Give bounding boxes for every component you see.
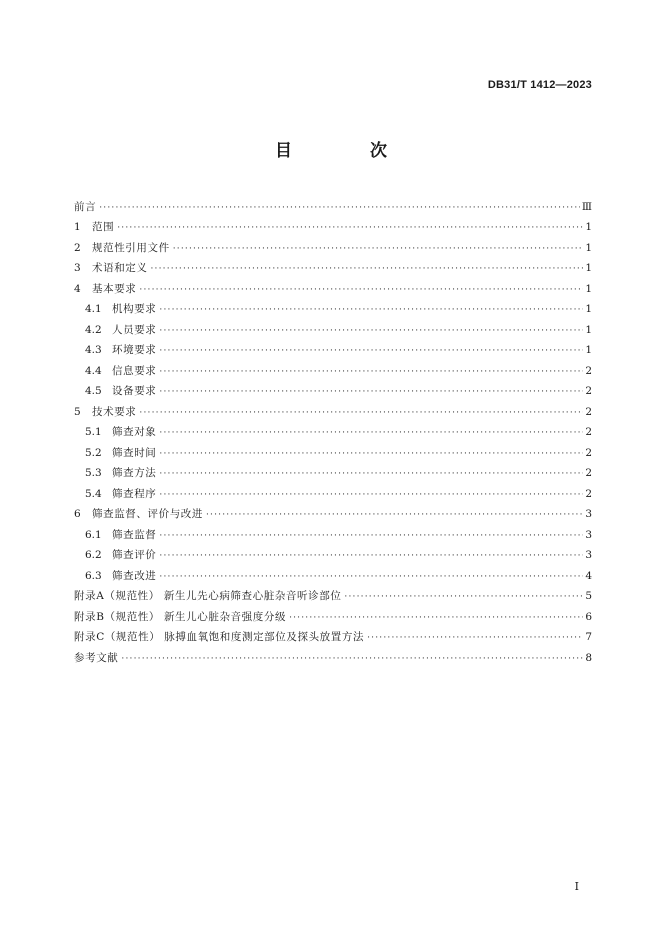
toc-entry-number: 2 (74, 241, 81, 254)
toc-leader-dots (159, 345, 583, 357)
toc-entry-title: 筛查改进 (112, 569, 157, 582)
toc-entry-title: 前言 (74, 200, 97, 213)
toc-leader-dots (159, 448, 583, 460)
toc-entry-page: 2 (585, 487, 592, 500)
toc-entry-page: 2 (585, 426, 592, 438)
toc-entry-number: 6.3 (85, 569, 102, 582)
toc-entry-title: 附录B（规范性） 新生儿心脏杂音强度分级 (74, 610, 287, 623)
toc-entry-page: 8 (585, 651, 592, 664)
page-number: I (574, 880, 579, 893)
toc-entry[interactable] (74, 583, 592, 604)
toc-entry[interactable] (74, 214, 592, 235)
table-of-contents (74, 193, 592, 665)
toc-entry[interactable] (74, 562, 592, 583)
toc-entry-title: 筛查方法 (112, 467, 157, 479)
toc-entry-number: 5.4 (85, 487, 102, 500)
toc-entry-title: 人员要求 (112, 323, 157, 336)
toc-leader-dots (206, 509, 583, 521)
toc-entry-title: 机构要求 (112, 303, 157, 315)
toc-entry-title: 技术要求 (92, 405, 137, 418)
toc-leader-dots (159, 325, 583, 337)
toc-entry-title: 筛查对象 (112, 426, 157, 438)
toc-entry[interactable] (74, 255, 592, 276)
toc-entry-page: 7 (585, 631, 592, 643)
toc-entry-page: 4 (585, 569, 592, 582)
toc-entry-page: 1 (585, 282, 592, 295)
toc-entry-title: 筛查监督 (112, 528, 157, 541)
toc-entry-number: 6.1 (85, 528, 102, 541)
toc-leader-dots (159, 386, 583, 398)
toc-entry-number: 3 (74, 262, 81, 274)
toc-entry-title: 术语和定义 (92, 262, 148, 274)
toc-leader-dots (367, 632, 583, 644)
toc-entry-page: 1 (585, 241, 592, 254)
toc-entry-title: 筛查评价 (112, 549, 157, 561)
toc-entry[interactable] (74, 439, 592, 460)
toc-leader-dots (139, 407, 583, 419)
toc-entry-page: 6 (585, 610, 592, 623)
toc-leader-dots (121, 653, 583, 665)
toc-entry-number: 4.5 (85, 385, 102, 397)
toc-entry[interactable] (74, 460, 592, 481)
toc-entry-title: 环境要求 (112, 344, 157, 356)
toc-entry[interactable] (74, 542, 592, 563)
toc-leader-dots (159, 304, 583, 316)
toc-entry-title: 规范性引用文件 (92, 241, 170, 254)
toc-entry-number: 5 (74, 405, 81, 418)
toc-entry[interactable] (74, 316, 592, 337)
toc-leader-dots (159, 366, 583, 378)
toc-entry-title: 范围 (92, 221, 115, 233)
toc-leader-dots (159, 427, 583, 439)
toc-entry-page: 1 (585, 303, 592, 315)
toc-entry-number: 4.1 (85, 303, 102, 315)
toc-entry-page: 1 (585, 221, 592, 233)
toc-entry-page: 2 (585, 446, 592, 459)
toc-entry-title: 参考文献 (74, 651, 119, 664)
toc-entry[interactable] (74, 501, 592, 522)
toc-entry[interactable] (74, 603, 592, 624)
toc-entry[interactable] (74, 624, 592, 645)
toc-entry-title: 筛查程序 (112, 487, 157, 500)
toc-entry-page: 2 (585, 405, 592, 418)
toc-leader-dots (139, 284, 583, 296)
toc-entry-title: 筛查监督、评价与改进 (92, 508, 203, 520)
toc-entry-number: 5.1 (85, 426, 102, 438)
toc-leader-dots (344, 591, 583, 603)
toc-entry[interactable] (74, 193, 592, 214)
toc-entry-title: 附录A（规范性） 新生儿先心病筛查心脏杂音听诊部位 (74, 590, 342, 602)
toc-leader-dots (173, 243, 584, 255)
toc-entry-page: 5 (585, 590, 592, 602)
page-title: 目 次 (275, 141, 423, 161)
toc-entry-page: 2 (585, 364, 592, 377)
toc-entry[interactable] (74, 419, 592, 440)
toc-entry-title: 基本要求 (92, 282, 137, 295)
toc-entry[interactable] (74, 378, 592, 399)
toc-leader-dots (159, 571, 583, 583)
toc-entry-page: 1 (585, 262, 592, 274)
toc-entry[interactable] (74, 337, 592, 358)
toc-leader-dots (151, 263, 584, 275)
toc-leader-dots (159, 489, 583, 501)
toc-entry-title: 附录C（规范性） 脉搏血氧饱和度测定部位及探头放置方法 (74, 631, 365, 643)
toc-entry-page: 1 (585, 344, 592, 356)
toc-entry[interactable] (74, 275, 592, 296)
toc-entry-page: 2 (585, 385, 592, 397)
toc-entry[interactable] (74, 357, 592, 378)
toc-entry-page: 3 (585, 528, 592, 541)
document-code: DB31/T 1412—2023 (487, 79, 592, 91)
toc-entry-title: 信息要求 (112, 364, 157, 377)
toc-entry-page: Ⅲ (581, 200, 592, 213)
toc-leader-dots (159, 468, 583, 480)
toc-entry-number: 6 (74, 508, 81, 520)
toc-entry-page: 3 (585, 508, 592, 520)
toc-leader-dots (159, 530, 583, 542)
toc-entry-number: 4.2 (85, 323, 102, 336)
toc-leader-dots (289, 612, 583, 624)
toc-entry-page: 1 (585, 323, 592, 336)
toc-entry-number: 4 (74, 282, 81, 295)
toc-entry[interactable] (74, 644, 592, 665)
toc-entry-title: 设备要求 (112, 385, 157, 397)
toc-entry[interactable] (74, 398, 592, 419)
toc-entry[interactable] (74, 480, 592, 501)
toc-entry-number: 5.3 (85, 467, 102, 479)
toc-entry[interactable] (74, 521, 592, 542)
toc-leader-dots (99, 202, 580, 214)
toc-entry-title: 筛查时间 (112, 446, 157, 459)
toc-entry[interactable] (74, 234, 592, 255)
toc-entry[interactable] (74, 296, 592, 317)
toc-entry-number: 4.3 (85, 344, 102, 356)
toc-entry-number: 4.4 (85, 364, 102, 377)
toc-leader-dots (117, 222, 583, 234)
toc-entry-number: 1 (74, 221, 81, 233)
toc-entry-page: 3 (585, 549, 592, 561)
toc-entry-number: 5.2 (85, 446, 102, 459)
toc-entry-number: 6.2 (85, 549, 102, 561)
toc-leader-dots (159, 550, 583, 562)
toc-entry-page: 2 (585, 467, 592, 479)
